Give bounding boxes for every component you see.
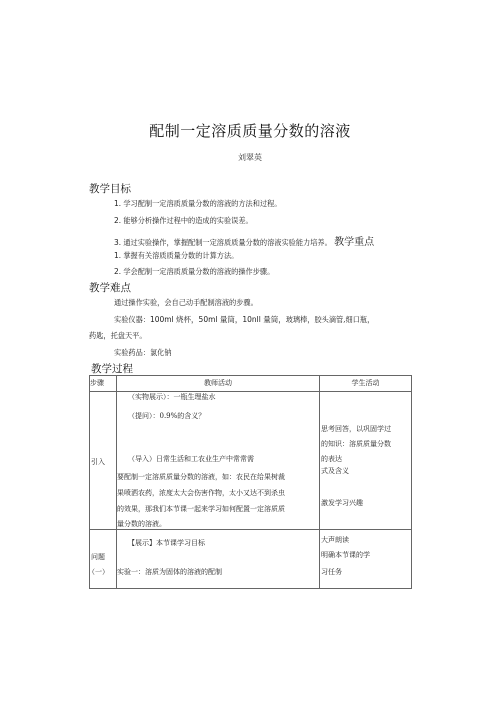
student-line: 激发学习兴趣 — [321, 499, 363, 507]
teacher-line: 要配制一定溶质质量分数的溶液，如：农民在给果树裁 — [117, 473, 285, 481]
teacher-line: 实验一：溶质为固体的溶液的配制 — [117, 568, 222, 576]
key-point-text: . 学会配制一定溶质质量分数的溶液的操作步骤。 — [118, 267, 275, 276]
key-point-item-2 — [114, 267, 274, 277]
teacher-activity-cell — [117, 530, 320, 589]
step-label: 问题 — [91, 553, 105, 561]
student-activity-cell — [320, 392, 412, 530]
teaching-difficulty-heading: 教学难点 — [89, 282, 131, 294]
instruments-sizes: 100ml 烧杯，50ml 量筒，10nll 量筒， — [149, 315, 286, 324]
teacher-line: （提问）：0.9%的含义？ — [128, 412, 206, 420]
header-student-activity: 学生活动 — [320, 376, 412, 392]
step-cell — [90, 392, 117, 530]
header-step: 步骤 — [90, 376, 117, 392]
teaching-goals-heading: 教学目标 — [89, 183, 131, 195]
instruments-continued: 药匙，托盘天平。 — [89, 331, 147, 340]
student-line: 式及含义 — [321, 467, 349, 475]
step-label: （一） — [88, 568, 109, 576]
key-points-heading: 教学重点 — [334, 237, 375, 248]
teacher-activity-cell — [117, 392, 320, 530]
step-label: 引入 — [91, 458, 105, 466]
author-name: 刘翠英 — [238, 153, 262, 162]
goal-number: 3 — [114, 238, 119, 247]
student-line: 明确本节课的学 — [321, 551, 370, 559]
teacher-line: （实物展示）：一瓶生理盐水 — [128, 393, 216, 401]
key-point-number: 2 — [114, 267, 119, 276]
teacher-line: 【展示】本节课学习目标 — [128, 539, 205, 547]
goal-text: . 学习配制一定溶质质量分数的溶液的方法和过程。 — [118, 199, 282, 208]
student-line: 思考回答，以巩固学过 — [321, 425, 391, 433]
student-activity-cell — [320, 530, 412, 589]
table-row — [90, 392, 412, 530]
document-title: 配制一定溶质质量分数的溶液 — [149, 122, 351, 140]
process-table — [89, 375, 412, 589]
student-line: 习任务 — [321, 568, 342, 576]
goal-item-1 — [114, 199, 281, 209]
student-line: 的表达 — [321, 455, 342, 463]
key-point-number: 1 — [114, 251, 119, 260]
instruments-line — [114, 314, 374, 325]
goal-text: . 能够分析操作过程中的造成的实验误差。 — [118, 216, 253, 225]
teacher-line: 的效果，那我们本节课一起来学习如何配置一定溶质质 — [117, 505, 285, 513]
header-teacher-activity: 教师活动 — [117, 376, 320, 392]
student-line: 的知识：溶质质量分数 — [321, 440, 391, 448]
instruments-rest: 玻璃棒，胶头滴管,细口瓶， — [285, 315, 375, 324]
teacher-line: （导入）日常生活和工农业生产中常常需 — [128, 455, 254, 463]
goal-item-2 — [114, 216, 253, 226]
instruments-label: 实验仪器： — [114, 315, 150, 324]
table-row — [90, 530, 412, 589]
step-cell — [90, 530, 117, 589]
student-line: 大声朗读 — [321, 536, 349, 544]
goal-item-3 — [114, 233, 374, 248]
difficulty-text: 通过操作实验，会自己动手配制溶液的步骤。 — [114, 298, 258, 307]
teacher-line: 量分数的溶液。 — [117, 520, 166, 528]
key-point-item-1 — [114, 251, 238, 261]
reagent-line: 实验药品：氯化钠 — [114, 348, 172, 357]
goal-number: 2 — [114, 216, 119, 225]
table-header-row — [90, 376, 412, 392]
goal-number: 1 — [114, 199, 119, 208]
teacher-line: 果喷洒农药，浓度太大会伤害作物，太小又达不到杀虫 — [117, 489, 285, 497]
key-point-text: . 掌握有关溶质质量分数的计算方法。 — [118, 251, 239, 260]
teaching-process-heading: 教学过程 — [91, 363, 133, 375]
goal-text: . 通过实验操作，掌握配制一定溶质质量分数的溶液实验能力培养。 — [118, 238, 332, 247]
